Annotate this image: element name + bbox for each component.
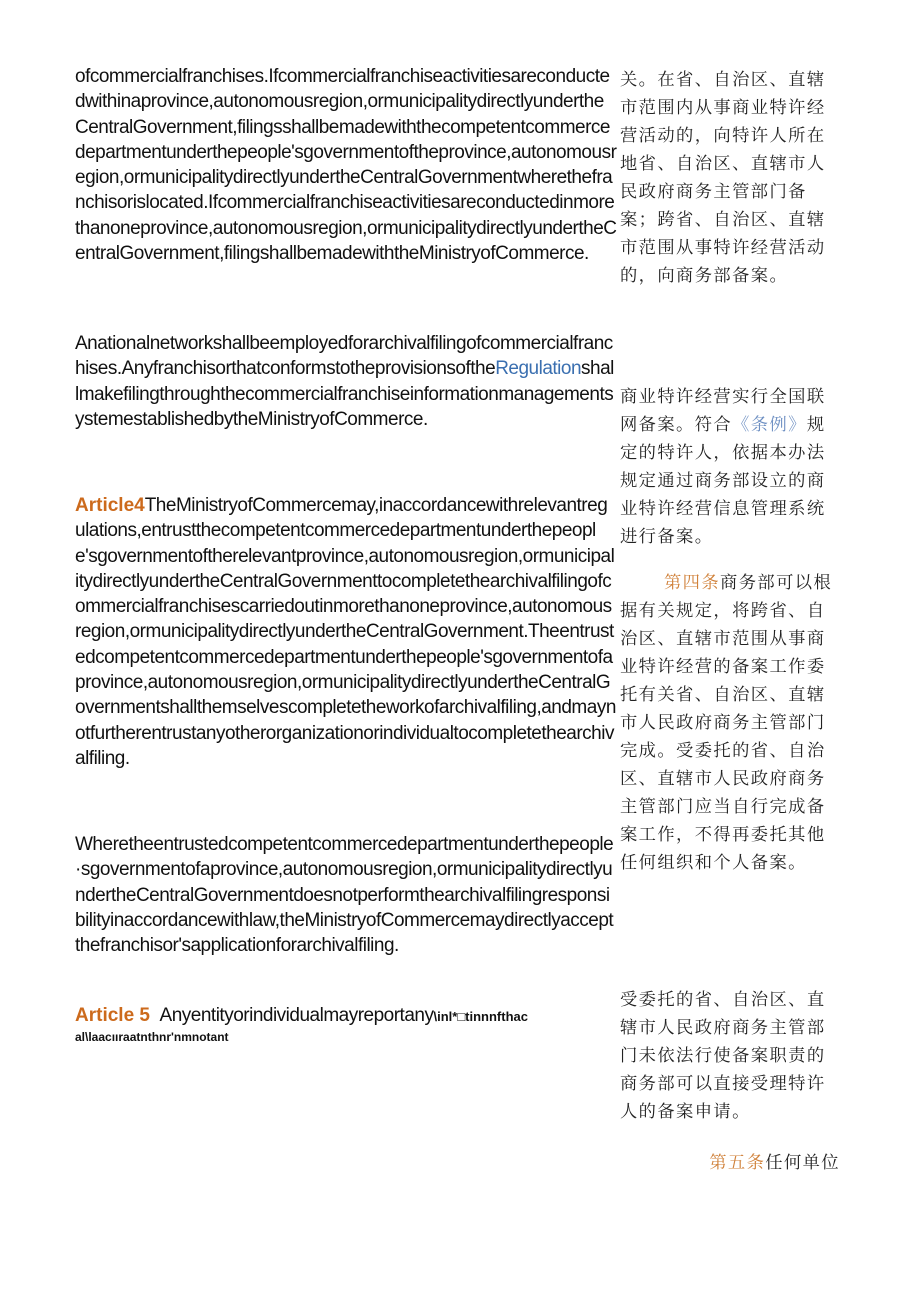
article-4-text: TheMinistryofCommercemay,inaccordancewithrelevantregulations,entrustthecompetentcommercedepartmentunderthepeople'sgovernmentoftherelevantprovince,autonomousregion,ormunicipalitydirectlyundertheCentralGovernmenttocompletethearchivalfilingofcommercialfranchisescarriedoutinmorethanoneprovince,autonomousregion,ormunicipalitydirectlyundertheCentralGovernment.Theentrustedcompetentcommercedepartmentunderthepeople'sgovernmentofaprovince,autonomousregion,ormunicipalitydirectlyundertheCentralGovernmentshallthemselvescompletetheworkofarchivalfiling,andmaynotfurtherentrustanyotherorganizationorindividualtocompletethearchivalfiling.	[75, 495, 616, 769]
chinese-paragraph-2-after: 规定的特许人，依据本办法规定通过商务部设立的商业特许经营信息管理系统进行备案。	[620, 415, 826, 547]
article-4-text-zh: 商务部可以根据有关规定，将跨省、自治区、直辖市范围从事商业特许经营的备案工作委托有关省、自治区、直辖市人民政府商务主管部门完成。受委托的省、自治区、直辖市人民政府商务主管部门应当自行完成备案工作，不得再委托其他任何组织和个人备案。	[620, 573, 833, 873]
english-paragraph-2-after: shallmakefilingthroughthecommercialfranchiseinformationmanagementsystemestablishedbytheMinistryofCommerce.	[75, 358, 614, 430]
chinese-paragraph-2-before: 商业特许经营实行全国联网备案。符合	[620, 387, 826, 435]
article-5-label-zh: 第五条	[709, 1153, 766, 1173]
english-paragraph-2-before: Anationalnetworkshallbeemployedforarchivalfilingofcommercialfranchises.Anyfranchisorthatconformstotheprovisionsofthe	[75, 333, 613, 380]
article-4-english	[75, 493, 617, 771]
article-4-label-zh-inline: 第四条	[664, 573, 721, 593]
english-paragraph-1: ofcommercialfranchises.Ifcommercialfranchiseactivitiesareconductedwithinaprovince,autonomousregion,ormunicipalitydirectlyundertheCentralGovernment,filingsshallbemadewiththecompetentcommercedepartmentunderthepeople'sgovernmentoftheprovince,autonomousregion,ormunicipalitydirectlyundertheCentralGovernmentwherethefranchisorislocated.Ifcommercialfranchiseactivitiesareconductedinmorethanoneprovince,autonomousregion,ormunicipalitydirectlyundertheCentralGovernment,filingshallbemadewiththeMinistryofCommerce.	[75, 66, 617, 265]
chinese-paragraph-4: 受委托的省、自治区、直辖市人民政府商务主管部门未依法行使备案职责的商务部可以直接受理特许人的备案申请。	[620, 990, 826, 1122]
regulation-link[interactable]: Regulation	[495, 358, 582, 380]
article-5-text-zh: 任何单位	[765, 1153, 840, 1173]
article-5-label: Article 5	[75, 1005, 150, 1026]
article-5-text: Anyentityorindividualmayreportany	[159, 1005, 434, 1026]
article-5-chinese	[620, 1149, 840, 1177]
article-4-label: Article4	[75, 495, 145, 516]
english-paragraph-2	[75, 331, 617, 432]
article-5-english	[75, 1003, 617, 1045]
article-5-garbled-line-2: al\laacııraatnthnr'nmnotant	[75, 1030, 229, 1045]
chinese-paragraph-1: 关。在省、自治区、直辖市范围内从事商业特许经营活动的，向特许人所在地省、自治区、直辖市人民政府商务主管部门备案；跨省、自治区、直辖市范围从事特许经营活动的，向商务部备案。	[620, 70, 826, 286]
english-paragraph-4: Wheretheentrustedcompetentcommercedepartmentunderthepeople·sgovernmentofaprovince,autonomousregion,ormunicipalitydirectlyundertheCentralGovernmentdoesnotperformthearchivalfilingresponsibilityinaccordancewithlaw,theMinistryofCommercemaydirectlyacceptthefranchisor'sapplicationforarchivalfiling.	[75, 834, 614, 957]
article-5-garbled-line-1: \inl*□tinnnfthac	[433, 1009, 528, 1024]
regulation-link-zh[interactable]: 《条例》	[732, 415, 807, 435]
article-4-chinese	[620, 569, 842, 877]
chinese-paragraph-2	[620, 383, 842, 551]
